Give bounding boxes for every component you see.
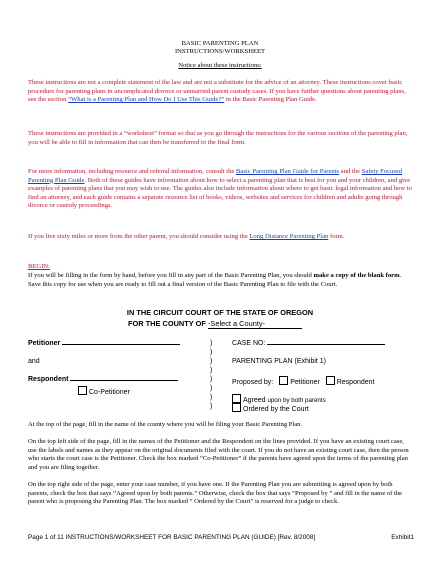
what-is-plan-link[interactable]: “What is a Parenting Plan and How Do I Use This Guide?” bbox=[68, 96, 225, 104]
county-select[interactable]: -Select a County- bbox=[208, 319, 302, 329]
footer-page-info: Page 1 of 11 INSTRUCTIONS/WORKSHEET FOR BASIC PARENTING PLAN (GUIDE) [Rev. 8/2008] bbox=[28, 534, 316, 541]
distance-paragraph: If you live sixty miles or more from the other parent, you should consider using the Long Distance Parenting Plan form. bbox=[28, 233, 345, 240]
case-no-label: CASE NO: bbox=[232, 340, 385, 347]
petitioner-label: Petitioner bbox=[28, 340, 180, 347]
notice-paragraph-1: These instructions are not a complete statement of the law and are not a substitute for the advice of an attorney. These instructions cover basic procedure for parenting plans in uncomplicated divorce or unmarried parent custody cases. If you have further questions about parenting plans, see the section “What is a Parenting Plan and How Do I Use This Guide?” in the Basic Parenting Plan Guide. bbox=[28, 79, 406, 104]
agreed-checkbox[interactable] bbox=[232, 394, 241, 403]
paren-3: ) bbox=[210, 358, 213, 365]
doc-title-2: INSTRUCTIONS/WORKSHEET bbox=[174, 48, 266, 55]
paren-6: ) bbox=[210, 385, 213, 392]
instruction-case-number: On the top right side of the page, enter your case number, if you have one. If the Parenting Plan you are submitting is agreed upon by both parents, check the box that says “Agreed upon by both parents.” Otherwise, check the box that says “Proposed by ” and fill in the name of the parent who is proposing the Parenting Plan. The box marked “ Ordered by the Court” is reserved for a judge to check. bbox=[28, 481, 403, 506]
instruction-county: At the top of the page, fill in the name of the county where you will be filing your Basic Parenting Plan. bbox=[28, 421, 303, 428]
safety-guide-link[interactable]: Safety Focused Parenting Plan Guide bbox=[28, 168, 403, 184]
paren-4: ) bbox=[210, 367, 213, 374]
basic-guide-link[interactable]: Basic Parenting Plan Guide for Parents bbox=[236, 168, 340, 175]
co-petitioner-option[interactable]: Co-Petitioner bbox=[78, 386, 130, 396]
footer-exhibit: Exhibit1 bbox=[391, 534, 414, 541]
paren-1: ) bbox=[210, 340, 213, 347]
petitioner-name-field[interactable] bbox=[62, 344, 180, 345]
case-no-field[interactable] bbox=[267, 344, 385, 345]
paren-2: ) bbox=[210, 349, 213, 356]
ordered-checkbox[interactable] bbox=[232, 403, 241, 412]
proposed-petitioner-checkbox[interactable] bbox=[279, 376, 288, 385]
notice-paragraph-2: These instructions are provided in a “worksheet” format so that as you go through the instructions for the various sections of the parenting plan, you will be able to fill in information that can then be transferred to the final form. bbox=[28, 130, 408, 146]
paren-5: ) bbox=[210, 376, 213, 383]
long-distance-link[interactable]: Long Distance Parenting Plan bbox=[249, 233, 329, 240]
court-heading: IN THE CIRCUIT COURT OF THE STATE OF OREGON bbox=[126, 308, 314, 317]
paren-8: ) bbox=[210, 403, 213, 410]
notice-heading: Notice about these instructions: bbox=[178, 62, 262, 69]
agreed-option[interactable]: Agreed upon by both parents bbox=[232, 394, 326, 404]
ordered-option[interactable]: Ordered by the Court bbox=[232, 403, 309, 413]
begin-paragraph: If you will be filling in the form by hand, before you fill in any part of the Basic Parenting Plan, you should make a copy of the blank form. Save this copy for use when you are ready to fill out a final version of the Basic Parenting Plan to file with the Court. bbox=[28, 272, 402, 288]
info-paragraph: For more information, including resource and referral information, consult the Basic Parenting Plan Guide for Parents and the Safety Focused Parenting Plan Guide. Both of these guides have information about how to select a parenting plan that is best for you and your children, and give examples of parenting plans that you may wish to use. The guides also include information about where to get basic legal information and how to find an attorney, and each guide contains a separate resource list of books, videos, websites and services for children and adults going through divorce or custody proceedings. bbox=[28, 168, 412, 210]
doc-title-1: BASIC PARENTING PLAN bbox=[181, 40, 259, 47]
instruction-names: On the top left side of the page, fill in the names of the Petitioner and the Respondent on the lines provided. If you have an existing court case, use the labels and names as they appear on the original documents filed with the court. If you do not have an existing court case, then the person who starts the court case is the Petitioner. Check the box marked “Co-Petitioner” if the parents have agreed upon the terms of the parenting plan and you are filing together. bbox=[28, 438, 409, 471]
proposed-by-row: Proposed by: Petitioner Respondent bbox=[232, 376, 375, 386]
paren-7: ) bbox=[210, 394, 213, 401]
co-petitioner-checkbox[interactable] bbox=[78, 386, 87, 395]
begin-label: BEGIN: bbox=[28, 263, 50, 270]
and-label: and bbox=[28, 358, 40, 365]
respondent-label: Respondent bbox=[28, 376, 178, 383]
plan-title: PARENTING PLAN (Exhibit 1) bbox=[232, 358, 327, 365]
respondent-name-field[interactable] bbox=[70, 380, 178, 381]
proposed-respondent-checkbox[interactable] bbox=[326, 376, 335, 385]
county-label: FOR THE COUNTY OF -Select a County- bbox=[128, 319, 302, 329]
